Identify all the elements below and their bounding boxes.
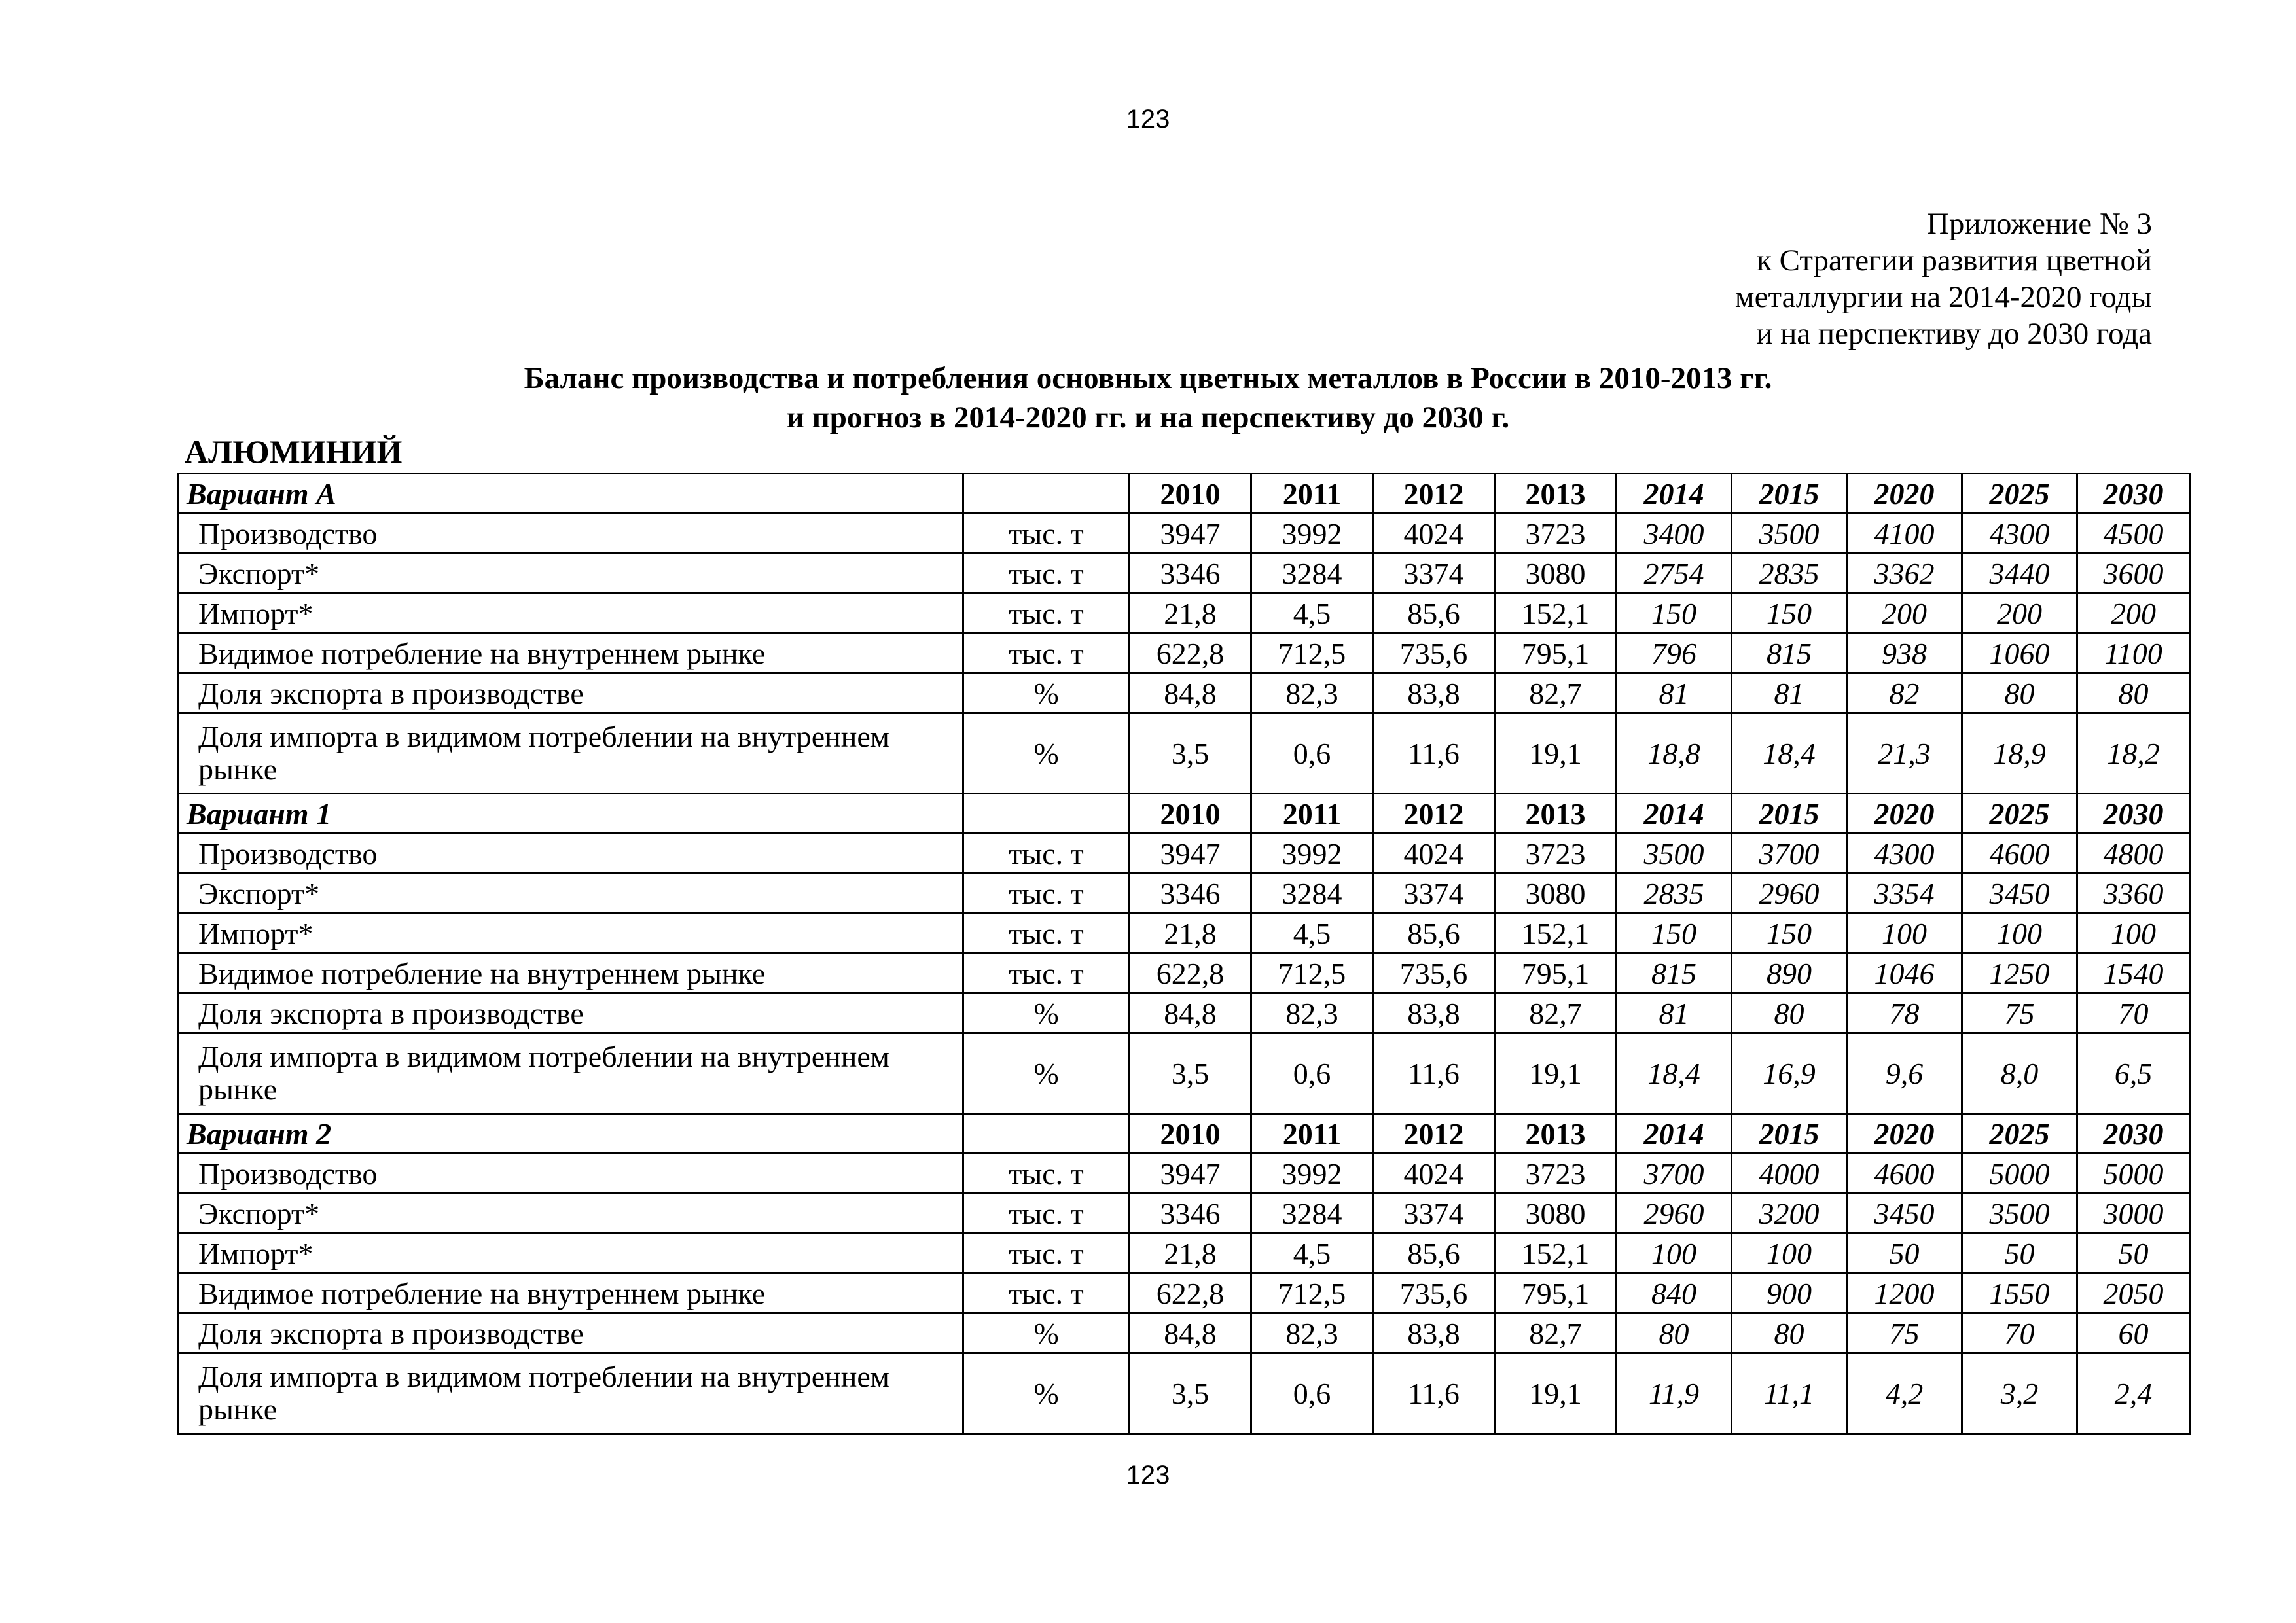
value-cell: 795,1 [1495, 1274, 1617, 1313]
year-header-forecast: 2014 [1617, 474, 1732, 514]
appendix-line: металлургии на 2014-2020 годы [1734, 280, 2152, 314]
value-cell: 82,3 [1251, 993, 1373, 1033]
forecast-value-cell: 1060 [1962, 633, 2077, 673]
forecast-value-cell: 3500 [1962, 1194, 2077, 1234]
value-cell: 3080 [1495, 1194, 1617, 1234]
forecast-value-cell: 8,0 [1962, 1033, 2077, 1114]
table-row [178, 874, 2190, 914]
forecast-value-cell: 18,4 [1732, 713, 1847, 794]
value-cell: 152,1 [1495, 914, 1617, 954]
forecast-value-cell: 150 [1617, 594, 1732, 633]
row-label: Импорт* [178, 594, 963, 633]
value-cell: 84,8 [1130, 993, 1251, 1033]
year-header-forecast: 2030 [2077, 1114, 2190, 1154]
forecast-value-cell: 5000 [1962, 1154, 2077, 1194]
unit-cell: тыс. т [963, 834, 1130, 874]
unit-cell: тыс. т [963, 954, 1130, 993]
forecast-value-cell: 6,5 [2077, 1033, 2190, 1114]
forecast-value-cell: 21,3 [1847, 713, 1962, 794]
forecast-value-cell: 3450 [1847, 1194, 1962, 1234]
value-cell: 83,8 [1373, 1313, 1495, 1353]
year-header: 2013 [1495, 474, 1617, 514]
table-row [178, 1033, 2190, 1114]
row-label: Видимое потребление на внутреннем рынке [178, 1274, 963, 1313]
unit-cell: тыс. т [963, 874, 1130, 914]
year-header: 2012 [1373, 1114, 1495, 1154]
table-row [178, 1353, 2190, 1434]
value-cell: 3992 [1251, 834, 1373, 874]
value-cell: 3284 [1251, 554, 1373, 594]
forecast-value-cell: 3362 [1847, 554, 1962, 594]
forecast-value-cell: 11,1 [1732, 1353, 1847, 1434]
year-header-forecast: 2015 [1732, 1114, 1847, 1154]
forecast-value-cell: 4800 [2077, 834, 2190, 874]
unit-cell: % [963, 993, 1130, 1033]
value-cell: 3,5 [1130, 1033, 1251, 1114]
year-header-forecast: 2025 [1962, 794, 2077, 834]
forecast-value-cell: 840 [1617, 1274, 1732, 1313]
table-row [178, 594, 2190, 633]
forecast-value-cell: 890 [1732, 954, 1847, 993]
forecast-value-cell: 18,4 [1617, 1033, 1732, 1114]
year-header: 2011 [1251, 794, 1373, 834]
table-row [178, 713, 2190, 794]
value-cell: 82,7 [1495, 993, 1617, 1033]
year-header-forecast: 2015 [1732, 794, 1847, 834]
year-header-forecast: 2030 [2077, 794, 2190, 834]
forecast-value-cell: 2754 [1617, 554, 1732, 594]
year-header-forecast: 2015 [1732, 474, 1847, 514]
forecast-value-cell: 3354 [1847, 874, 1962, 914]
year-header-forecast: 2020 [1847, 794, 1962, 834]
forecast-value-cell: 81 [1617, 673, 1732, 713]
row-label: Экспорт* [178, 1194, 963, 1234]
value-cell: 795,1 [1495, 954, 1617, 993]
value-cell: 4024 [1373, 1154, 1495, 1194]
forecast-value-cell: 100 [2077, 914, 2190, 954]
forecast-value-cell: 200 [2077, 594, 2190, 633]
forecast-value-cell: 2835 [1617, 874, 1732, 914]
variant-name: Вариант 2 [178, 1114, 963, 1154]
section-title: АЛЮМИНИЙ [185, 433, 403, 470]
forecast-value-cell: 150 [1732, 914, 1847, 954]
unit-cell: % [963, 673, 1130, 713]
forecast-value-cell: 3700 [1617, 1154, 1732, 1194]
value-cell: 3947 [1130, 1154, 1251, 1194]
page-number-bottom: 123 [1126, 1461, 1170, 1489]
value-cell: 735,6 [1373, 954, 1495, 993]
table-row [178, 834, 2190, 874]
forecast-value-cell: 3,2 [1962, 1353, 2077, 1434]
value-cell: 84,8 [1130, 673, 1251, 713]
document-title [0, 359, 2296, 437]
value-cell: 795,1 [1495, 633, 1617, 673]
appendix-note [1735, 205, 2152, 352]
year-header: 2013 [1495, 1114, 1617, 1154]
value-cell: 11,6 [1373, 1033, 1495, 1114]
year-header: 2011 [1251, 474, 1373, 514]
unit-cell: тыс. т [963, 1274, 1130, 1313]
forecast-value-cell: 4300 [1962, 514, 2077, 554]
forecast-value-cell: 4600 [1962, 834, 2077, 874]
forecast-value-cell: 81 [1732, 673, 1847, 713]
value-cell: 622,8 [1130, 954, 1251, 993]
forecast-value-cell: 4600 [1847, 1154, 1962, 1194]
forecast-value-cell: 1200 [1847, 1274, 1962, 1313]
forecast-value-cell: 100 [1847, 914, 1962, 954]
value-cell: 3080 [1495, 874, 1617, 914]
forecast-value-cell: 2960 [1732, 874, 1847, 914]
value-cell: 3723 [1495, 514, 1617, 554]
value-cell: 0,6 [1251, 1353, 1373, 1434]
year-header-forecast: 2020 [1847, 474, 1962, 514]
year-header-forecast: 2020 [1847, 1114, 1962, 1154]
value-cell: 3723 [1495, 1154, 1617, 1194]
value-cell: 3346 [1130, 1194, 1251, 1234]
year-header: 2010 [1130, 794, 1251, 834]
year-header: 2010 [1130, 1114, 1251, 1154]
table-row [178, 1274, 2190, 1313]
forecast-value-cell: 18,9 [1962, 713, 2077, 794]
value-cell: 3992 [1251, 1154, 1373, 1194]
value-cell: 622,8 [1130, 1274, 1251, 1313]
balance-table [177, 473, 2191, 1435]
value-cell: 4,5 [1251, 1234, 1373, 1274]
forecast-value-cell: 75 [1847, 1313, 1962, 1353]
row-label: Доля экспорта в производстве [178, 993, 963, 1033]
forecast-value-cell: 2960 [1617, 1194, 1732, 1234]
forecast-value-cell: 4,2 [1847, 1353, 1962, 1434]
forecast-value-cell: 50 [1847, 1234, 1962, 1274]
forecast-value-cell: 150 [1617, 914, 1732, 954]
value-cell: 19,1 [1495, 1033, 1617, 1114]
forecast-value-cell: 70 [1962, 1313, 2077, 1353]
table-row [178, 554, 2190, 594]
table-row [178, 1313, 2190, 1353]
appendix-line: и на перспективу до 2030 года [1756, 317, 2152, 351]
row-label: Доля импорта в видимом потреблении на внутреннем рынке [178, 1353, 963, 1434]
table-row [178, 914, 2190, 954]
title-line: и прогноз в 2014-2020 гг. и на перспективу до 2030 г. [786, 401, 1510, 435]
value-cell: 21,8 [1130, 1234, 1251, 1274]
value-cell: 82,7 [1495, 673, 1617, 713]
forecast-value-cell: 82 [1847, 673, 1962, 713]
row-label: Видимое потребление на внутреннем рынке [178, 954, 963, 993]
value-cell: 152,1 [1495, 594, 1617, 633]
appendix-line: Приложение № 3 [1926, 207, 2152, 241]
forecast-value-cell: 4100 [1847, 514, 1962, 554]
value-cell: 3992 [1251, 514, 1373, 554]
row-label: Производство [178, 1154, 963, 1194]
forecast-value-cell: 4500 [2077, 514, 2190, 554]
value-cell: 82,7 [1495, 1313, 1617, 1353]
value-cell: 735,6 [1373, 1274, 1495, 1313]
forecast-value-cell: 3000 [2077, 1194, 2190, 1234]
value-cell: 21,8 [1130, 914, 1251, 954]
value-cell: 82,3 [1251, 1313, 1373, 1353]
variant-header-row [178, 1114, 2190, 1154]
value-cell: 3947 [1130, 834, 1251, 874]
value-cell: 3,5 [1130, 1353, 1251, 1434]
year-header-forecast: 2025 [1962, 1114, 2077, 1154]
value-cell: 85,6 [1373, 1234, 1495, 1274]
forecast-value-cell: 4300 [1847, 834, 1962, 874]
forecast-value-cell: 1046 [1847, 954, 1962, 993]
value-cell: 0,6 [1251, 1033, 1373, 1114]
forecast-value-cell: 75 [1962, 993, 2077, 1033]
forecast-value-cell: 18,8 [1617, 713, 1732, 794]
year-header-forecast: 2014 [1617, 794, 1732, 834]
forecast-value-cell: 3200 [1732, 1194, 1847, 1234]
unit-cell: % [963, 1313, 1130, 1353]
value-cell: 3374 [1373, 874, 1495, 914]
table-row [178, 514, 2190, 554]
unit-header-cell [963, 474, 1130, 514]
variant-name: Вариант 1 [178, 794, 963, 834]
table-row [178, 633, 2190, 673]
table-row [178, 1234, 2190, 1274]
forecast-value-cell: 3400 [1617, 514, 1732, 554]
value-cell: 712,5 [1251, 1274, 1373, 1313]
table-row [178, 954, 2190, 993]
value-cell: 21,8 [1130, 594, 1251, 633]
value-cell: 3346 [1130, 874, 1251, 914]
value-cell: 3346 [1130, 554, 1251, 594]
forecast-value-cell: 1540 [2077, 954, 2190, 993]
unit-cell: % [963, 1353, 1130, 1434]
forecast-value-cell: 80 [1617, 1313, 1732, 1353]
value-cell: 4,5 [1251, 594, 1373, 633]
row-label: Производство [178, 834, 963, 874]
value-cell: 735,6 [1373, 633, 1495, 673]
unit-cell: тыс. т [963, 1194, 1130, 1234]
value-cell: 4024 [1373, 514, 1495, 554]
forecast-value-cell: 100 [1617, 1234, 1732, 1274]
value-cell: 152,1 [1495, 1234, 1617, 1274]
forecast-value-cell: 5000 [2077, 1154, 2190, 1194]
value-cell: 712,5 [1251, 954, 1373, 993]
value-cell: 4024 [1373, 834, 1495, 874]
forecast-value-cell: 2050 [2077, 1274, 2190, 1313]
value-cell: 82,3 [1251, 673, 1373, 713]
forecast-value-cell: 150 [1732, 594, 1847, 633]
table-row [178, 1154, 2190, 1194]
value-cell: 3947 [1130, 514, 1251, 554]
value-cell: 3080 [1495, 554, 1617, 594]
year-header-forecast: 2025 [1962, 474, 2077, 514]
row-label: Экспорт* [178, 554, 963, 594]
unit-cell: тыс. т [963, 554, 1130, 594]
forecast-value-cell: 2835 [1732, 554, 1847, 594]
forecast-value-cell: 200 [1962, 594, 2077, 633]
forecast-value-cell: 70 [2077, 993, 2190, 1033]
forecast-value-cell: 80 [1732, 993, 1847, 1033]
unit-cell: % [963, 713, 1130, 794]
value-cell: 83,8 [1373, 673, 1495, 713]
appendix-line: к Стратегии развития цветной [1757, 243, 2152, 277]
row-label: Производство [178, 514, 963, 554]
unit-header-cell [963, 794, 1130, 834]
forecast-value-cell: 50 [2077, 1234, 2190, 1274]
year-header: 2011 [1251, 1114, 1373, 1154]
forecast-value-cell: 18,2 [2077, 713, 2190, 794]
forecast-value-cell: 4000 [1732, 1154, 1847, 1194]
forecast-value-cell: 900 [1732, 1274, 1847, 1313]
forecast-value-cell: 80 [1962, 673, 2077, 713]
forecast-value-cell: 1100 [2077, 633, 2190, 673]
forecast-value-cell: 3360 [2077, 874, 2190, 914]
unit-cell: тыс. т [963, 594, 1130, 633]
value-cell: 3284 [1251, 874, 1373, 914]
variant-name: Вариант А [178, 474, 963, 514]
value-cell: 11,6 [1373, 713, 1495, 794]
value-cell: 0,6 [1251, 713, 1373, 794]
row-label: Импорт* [178, 1234, 963, 1274]
year-header-forecast: 2030 [2077, 474, 2190, 514]
forecast-value-cell: 938 [1847, 633, 1962, 673]
forecast-value-cell: 1550 [1962, 1274, 2077, 1313]
forecast-value-cell: 78 [1847, 993, 1962, 1033]
forecast-value-cell: 60 [2077, 1313, 2190, 1353]
forecast-value-cell: 2,4 [2077, 1353, 2190, 1434]
value-cell: 84,8 [1130, 1313, 1251, 1353]
forecast-value-cell: 3500 [1617, 834, 1732, 874]
year-header: 2012 [1373, 794, 1495, 834]
value-cell: 4,5 [1251, 914, 1373, 954]
forecast-value-cell: 16,9 [1732, 1033, 1847, 1114]
year-header: 2012 [1373, 474, 1495, 514]
year-header: 2010 [1130, 474, 1251, 514]
forecast-value-cell: 100 [1962, 914, 2077, 954]
value-cell: 3723 [1495, 834, 1617, 874]
forecast-value-cell: 100 [1732, 1234, 1847, 1274]
year-header-forecast: 2014 [1617, 1114, 1732, 1154]
unit-cell: тыс. т [963, 1154, 1130, 1194]
forecast-value-cell: 796 [1617, 633, 1732, 673]
table-row [178, 1194, 2190, 1234]
value-cell: 3284 [1251, 1194, 1373, 1234]
value-cell: 3374 [1373, 1194, 1495, 1234]
forecast-value-cell: 3700 [1732, 834, 1847, 874]
unit-header-cell [963, 1114, 1130, 1154]
year-header: 2013 [1495, 794, 1617, 834]
unit-cell: тыс. т [963, 633, 1130, 673]
unit-cell: тыс. т [963, 1234, 1130, 1274]
row-label: Экспорт* [178, 874, 963, 914]
forecast-value-cell: 815 [1732, 633, 1847, 673]
forecast-value-cell: 815 [1617, 954, 1732, 993]
value-cell: 19,1 [1495, 713, 1617, 794]
row-label: Импорт* [178, 914, 963, 954]
row-label: Доля экспорта в производстве [178, 1313, 963, 1353]
unit-cell: тыс. т [963, 914, 1130, 954]
row-label: Доля импорта в видимом потреблении на внутреннем рынке [178, 1033, 963, 1114]
table-row [178, 993, 2190, 1033]
title-line: Баланс производства и потребления основных цветных металлов в России в 2010-2013 гг. [524, 361, 1772, 395]
value-cell: 85,6 [1373, 594, 1495, 633]
value-cell: 19,1 [1495, 1353, 1617, 1434]
variant-header-row [178, 794, 2190, 834]
forecast-value-cell: 1250 [1962, 954, 2077, 993]
value-cell: 622,8 [1130, 633, 1251, 673]
unit-cell: % [963, 1033, 1130, 1114]
forecast-value-cell: 3440 [1962, 554, 2077, 594]
value-cell: 83,8 [1373, 993, 1495, 1033]
forecast-value-cell: 80 [2077, 673, 2190, 713]
row-label: Доля экспорта в производстве [178, 673, 963, 713]
table-row [178, 673, 2190, 713]
forecast-value-cell: 9,6 [1847, 1033, 1962, 1114]
row-label: Видимое потребление на внутреннем рынке [178, 633, 963, 673]
forecast-value-cell: 11,9 [1617, 1353, 1732, 1434]
forecast-value-cell: 200 [1847, 594, 1962, 633]
forecast-value-cell: 3450 [1962, 874, 2077, 914]
forecast-value-cell: 3600 [2077, 554, 2190, 594]
forecast-value-cell: 80 [1732, 1313, 1847, 1353]
page-number-top: 123 [1126, 105, 1170, 134]
value-cell: 11,6 [1373, 1353, 1495, 1434]
value-cell: 85,6 [1373, 914, 1495, 954]
forecast-value-cell: 3500 [1732, 514, 1847, 554]
unit-cell: тыс. т [963, 514, 1130, 554]
value-cell: 712,5 [1251, 633, 1373, 673]
value-cell: 3374 [1373, 554, 1495, 594]
forecast-value-cell: 81 [1617, 993, 1732, 1033]
value-cell: 3,5 [1130, 713, 1251, 794]
variant-header-row [178, 474, 2190, 514]
forecast-value-cell: 50 [1962, 1234, 2077, 1274]
row-label: Доля импорта в видимом потреблении на внутреннем рынке [178, 713, 963, 794]
